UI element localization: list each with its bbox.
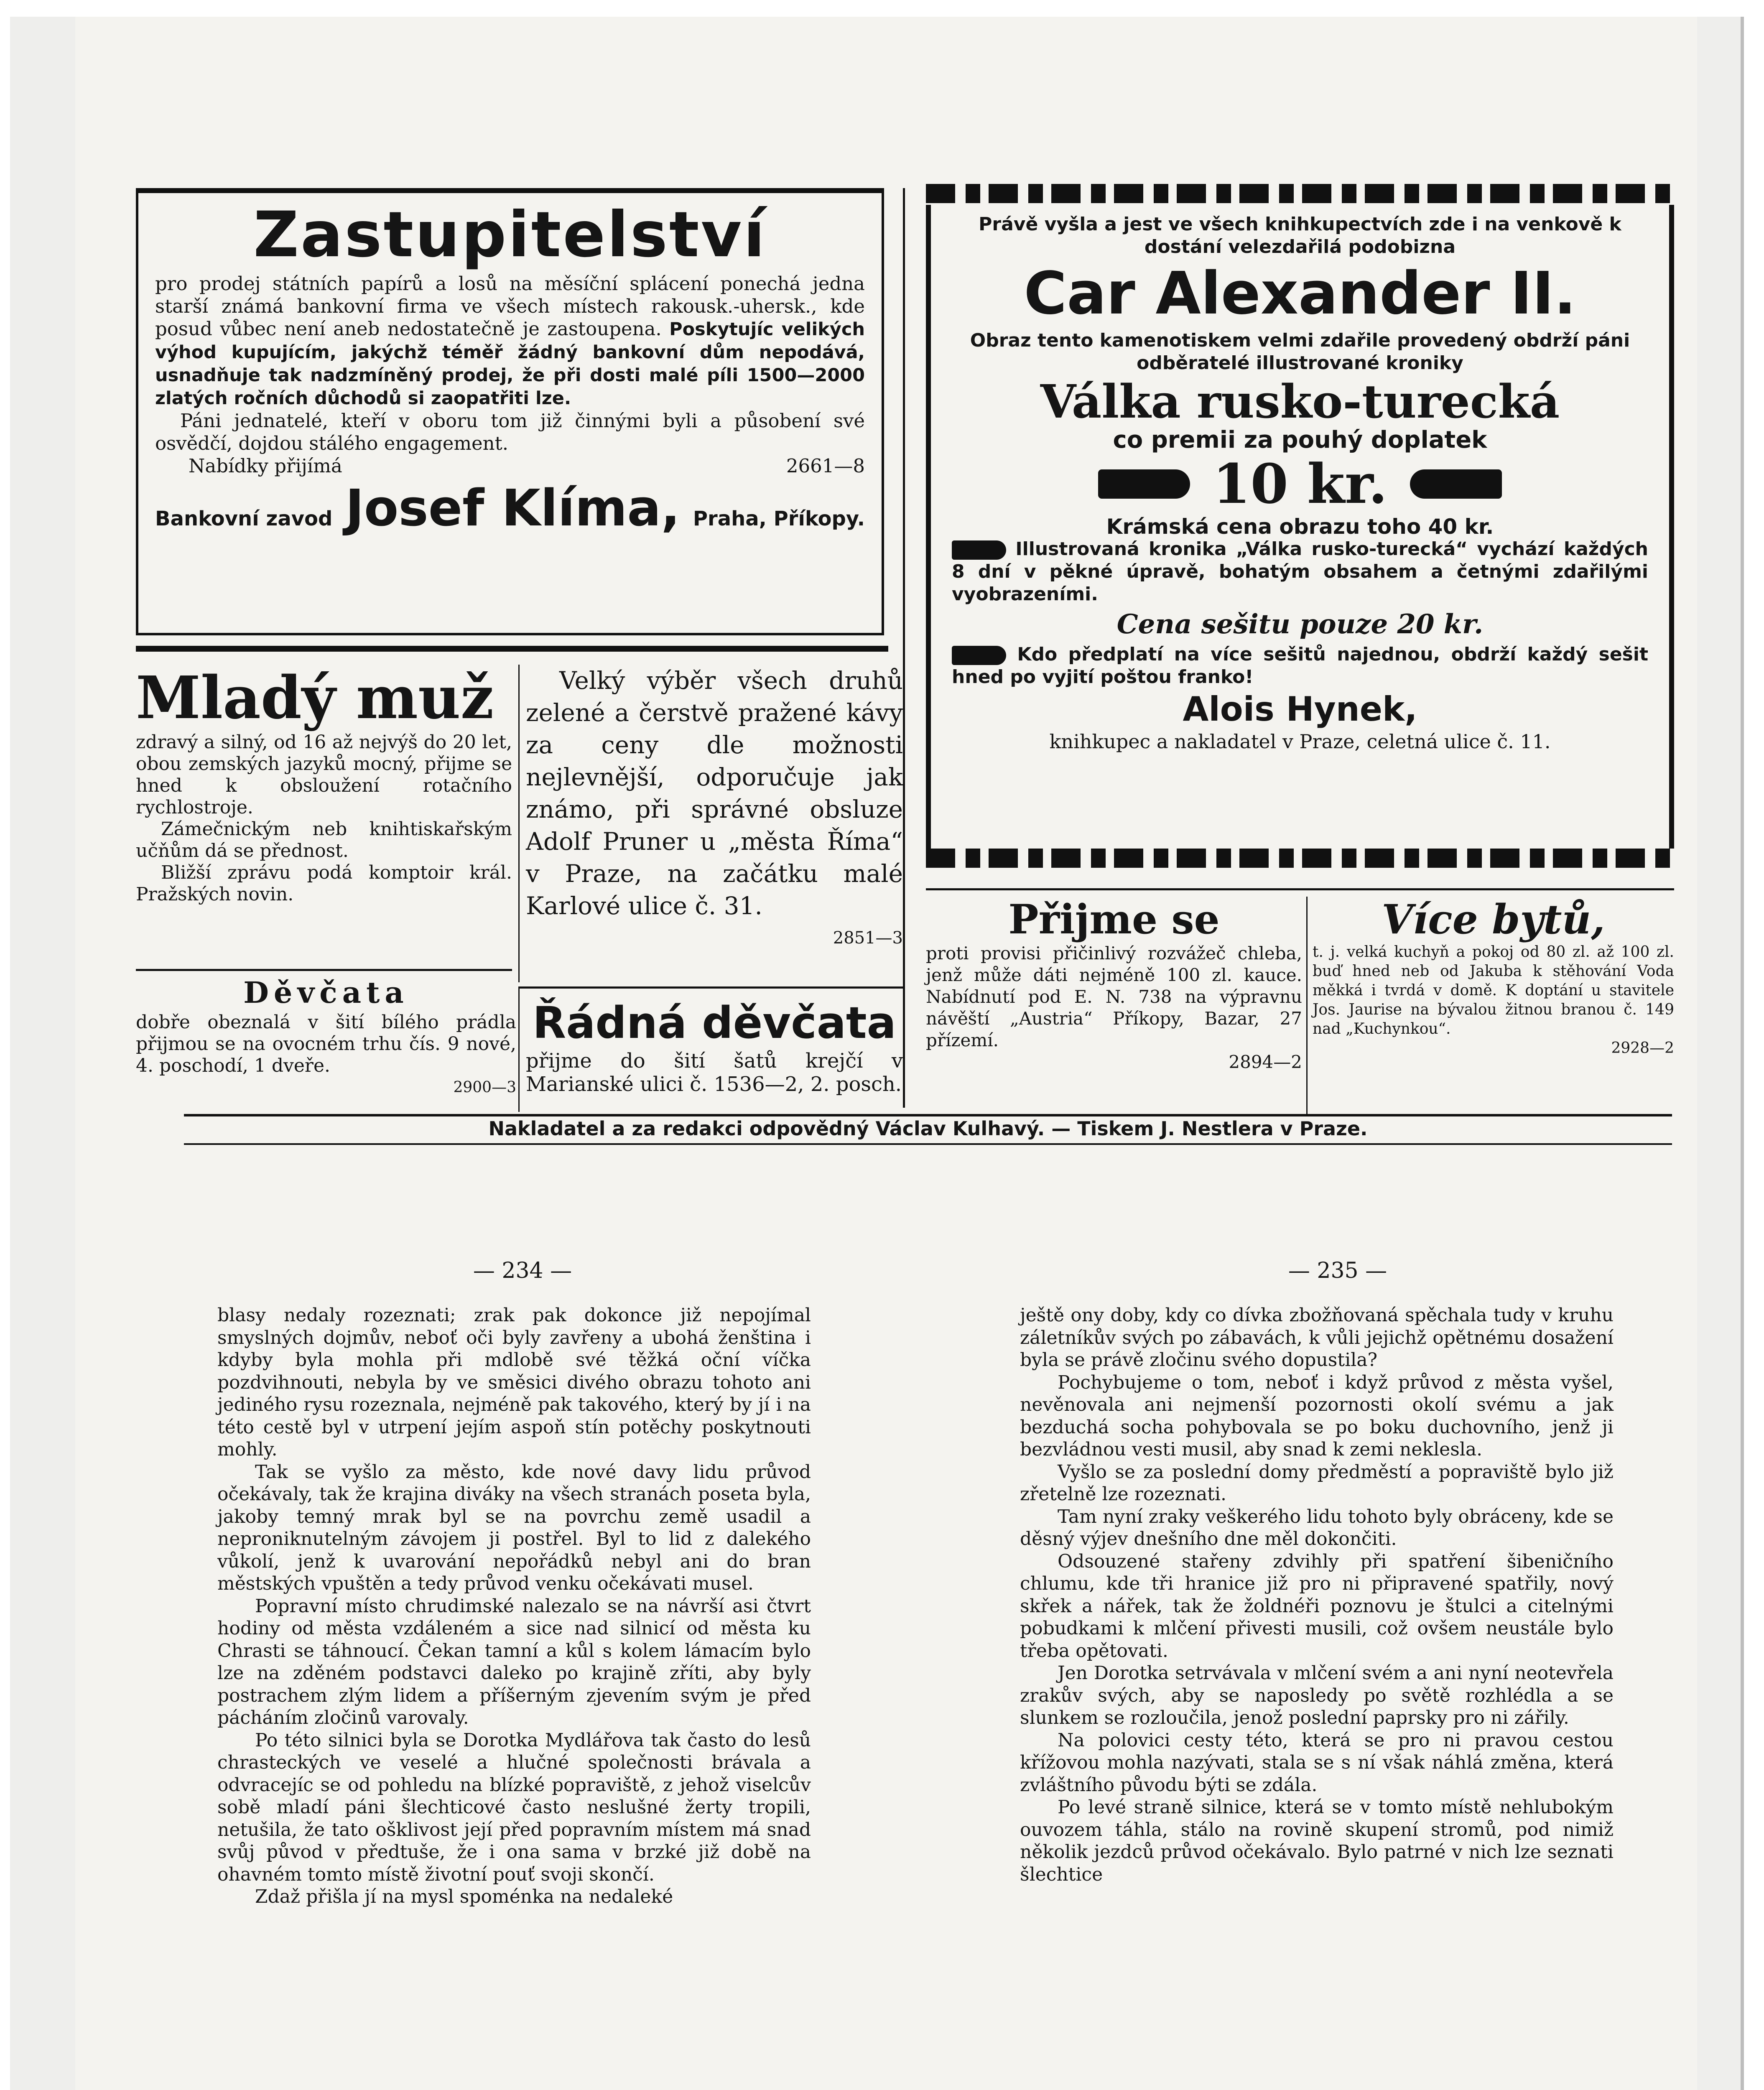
ad-vice-bytu-title: Více bytů, bbox=[1382, 896, 1605, 943]
ad-car-intro: Právě vyšla a jest ve všech knihkupectvích zde i na venkově k dostání velezdařilá podobizna bbox=[979, 214, 1621, 257]
ornament-top bbox=[926, 184, 1674, 203]
ad-devcata-body: dobře obeznalá v šití bílého prádla přijmou se na ovocném trhu čís. 9 nové, 4. poschodí, 1 dveře. bbox=[136, 1012, 516, 1076]
paragraph: Po levé straně silnice, která se v tomto místě nehlubokým ouvozem táhla, stálo na rovině skupení stromů, pod nimiž několik jezdců průvod očekávalo. Bylo patrné v nich lze seznati šlechtice bbox=[1020, 1797, 1614, 1885]
ad-devcata-title: Děvčata bbox=[243, 975, 409, 1010]
paragraph: Odsouzené stařeny zdvihly při spatření šibeničního chlumu, kde tři hranice již pro ni připravené spatřily, nový skřek a nářek, tak že žoldnéři poznovu je štulci a citelnými pobudkami k mlčení přivesti musili, což ovšem neustále bylo třeba opětovati. bbox=[1020, 1550, 1614, 1662]
pointing-hand-icon bbox=[1410, 469, 1502, 499]
ad-mlady-muz-body3: Bližší zprávu podá komptoir král. Pražských novin. bbox=[136, 862, 512, 905]
imprint-footer: Nakladatel a za redakci odpovědný Václav Kulhavý. — Tiskem J. Nestlera v Praze. bbox=[488, 1117, 1368, 1140]
ad-mlady-muz-body2: Zámečnickým neb knihtiskařským učňům dá se přednost. bbox=[136, 818, 512, 861]
ad-car-price-row bbox=[952, 451, 1648, 515]
rule-under-zastupitelstvi bbox=[136, 646, 888, 652]
ad-zastupitelstvi-signature: Bankovní zavod Josef Klíma, Praha, Příkopy. bbox=[155, 479, 865, 538]
paragraph: Popravní místo chrudimské nalezalo se na návrší asi čtvrt hodiny od města vzdáleném a sice nad silnicí od města ku Chrasti se táhnoucí. Čekan tamní a kůl s kolem lámacím bylo lze na zděném podstavci daleko po krajině zříti, aby byly postrachem zlým lidem a příšerným zjevením svým je před pácháním zločinů varovaly. bbox=[217, 1595, 811, 1728]
ad-vice-bytu bbox=[1306, 897, 1674, 1114]
paragraph: Na polovici cesty této, která se pro ni pravou cestou křížovou mohla nazývati, stala se s ní však náhlá změna, která zvláštního původu býti se zdála. bbox=[1020, 1729, 1614, 1796]
ad-radna-devcata-title: Řádná děvčata bbox=[533, 997, 896, 1048]
ad-prijme-se bbox=[926, 897, 1302, 1114]
ad-car-issue-price: Cena sešitu pouze 20 kr. bbox=[1117, 608, 1484, 640]
ad-car-about: Illustrovaná kronika „Válka rusko-turecká“ vychází každých 8 dní v pěkné úpravě, bohatým obsahem a četnými zdařilými vyobrazeními. bbox=[952, 538, 1648, 605]
ad-car-premium: co premii za pouhý doplatek bbox=[1113, 426, 1487, 454]
ad-car-store-price: Krámská cena obrazu toho 40 kr. bbox=[1106, 514, 1494, 539]
rule-under-mlady bbox=[136, 969, 512, 971]
ad-zastupitelstvi-invite: Páni jednatelé, kteří v oboru tom již činnými byli a působení své osvědčí, dojdou stálého engagement. bbox=[155, 410, 865, 454]
ad-radna-devcata bbox=[518, 986, 903, 1112]
ad-zastupitelstvi-offers-row: Nabídky přijímá 2661—8 bbox=[189, 455, 865, 477]
ad-car-prepay: Kdo předplatí na více sešitů najednou, obdrží každý sešit hned po vyjití poštou franko! bbox=[952, 643, 1648, 688]
ad-kava-body: Velký výběr všech druhů zelené a čerstvě pražené kávy za ceny dle možnosti nejlevnější, odporučuje jak známo, při správné obsluze Adolf Pruner u „města Říma“ v Praze, na začátku malé Karlové ulice č. 31. bbox=[526, 666, 903, 920]
ornament-bottom bbox=[926, 849, 1674, 868]
paragraph: ještě ony doby, kdy co dívka zbožňovaná spěchala tudy v kruhu záletníkův svých po zábavách, k vůli jejichž opětnému dosažení byla se právě zločinu svého dopustila? bbox=[1020, 1305, 1614, 1371]
rule-above-small-ads bbox=[926, 888, 1674, 890]
ad-kava bbox=[518, 665, 903, 982]
page-number-left: — 234 — bbox=[473, 1258, 572, 1283]
paragraph: Tak se vyšlo za město, kde nové davy lidu průvod očekávaly, tak že krajina diváky na všech stranách poseta byla, jakoby temný mrak byl se na povrchu země usadil a neproniknutelným závojem ji postřel. Byl to lid z dalekého vůkolí, jenž k uvarování nepořádků nebyl ani do bran městských vpuštěn a tedy průvod venku očekávati musel. bbox=[217, 1461, 811, 1594]
ad-devcata-code: 2900—3 bbox=[453, 1079, 516, 1096]
ad-prijme-se-title: Přijme se bbox=[1008, 896, 1220, 943]
left-page-text bbox=[217, 1304, 811, 2090]
ad-car-title: Car Alexander II. bbox=[1024, 260, 1576, 328]
ad-kava-code: 2851—3 bbox=[833, 928, 903, 948]
column-divider-top bbox=[903, 188, 905, 1108]
pointing-hand-icon bbox=[952, 540, 1006, 560]
paragraph: Vyšlo se za poslední domy předměstí a popraviště bylo již zřetelně lze rozeznati. bbox=[1020, 1461, 1614, 1505]
ad-zastupitelstvi-title: Zastupitelství bbox=[253, 199, 767, 271]
paragraph: Po této silnici byla se Dorotka Mydlářova tak často do lesů chrasteckých ve veselé a hlučné společnosti brávala a odvracejíc se od pohledu na blízké popraviště, z jehož viselcův sobě mladí páni šlechticové často neslušné žerty tropili, netušila, že tato ošklivost její před popravním místem má snad svůj původ v předtuše, že i ona sama v brzké již době na ohavném tomto místě životní pouť svoji skončí. bbox=[217, 1729, 811, 1885]
ad-mlady-muz bbox=[136, 665, 512, 957]
ad-radna-devcata-body: přijme do šití šatů krejčí v Marianské ulici č. 1536—2, 2. posch. bbox=[526, 1049, 903, 1096]
rule-below-footer bbox=[184, 1143, 1672, 1145]
ad-car-body: Obraz tento kamenotiskem velmi zdařile provedený obdrží páni odběratelé illustrované kroniky bbox=[970, 330, 1630, 374]
ad-car-alexander bbox=[926, 205, 1674, 849]
ad-car-chronicle: Válka rusko-turecká bbox=[1040, 375, 1560, 428]
ad-prijme-se-code: 2894—2 bbox=[1229, 1052, 1302, 1072]
page-number-right: — 235 — bbox=[1288, 1258, 1387, 1283]
ad-prijme-se-body: proti provisi přičinlivý rozvážeč chleba, jenž může dáti nejméně 100 zl. kauce. Nabídnutí pod E. N. 738 na výpravnu návěští „Austria“ Příkopy, Bazar, 27 přízemí. bbox=[926, 943, 1302, 1050]
ad-zastupitelstvi bbox=[136, 188, 884, 635]
pointing-hand-icon bbox=[1098, 469, 1190, 499]
ad-car-publisher: Alois Hynek, bbox=[1183, 689, 1417, 729]
pointing-hand-icon bbox=[952, 646, 1006, 665]
paragraph: Jen Dorotka setrvávala v mlčení svém a ani nyní neotevřela zrakův svých, aby se naposledy po světě rozhlédla a se slunkem se rozloučila, jenož poslední paprsky pro ni zářily. bbox=[1020, 1662, 1614, 1728]
ad-mlady-muz-title: Mladý muž bbox=[136, 664, 494, 732]
ad-mlady-muz-body: zdravý a silný, od 16 až nejvýš do 20 let, obou zemských jazyků mocný, přijme se hned k obsloužení rotačního rychlostroje. bbox=[136, 732, 512, 818]
paragraph: blasy nedaly rozeznati; zrak pak dokonce již nepojímal smyslných dojmův, neboť oči byly zavřeny a ubohá ženština i kdyby byla mohla při mdlobě své těžká oční víčka pozdvihnouti, nebyla by ve směsici divého obrazu tohoto ani jediného rysu rozeznala, nejméně pak takového, který by jí i na této cestě byl v utrpení jejím aspoň stín potěchy poskytnouti mohly. bbox=[217, 1305, 811, 1460]
ad-devcata bbox=[136, 974, 516, 1108]
ad-car-price: 10 kr. bbox=[1212, 451, 1388, 516]
paragraph: Pochybujeme o tom, neboť i když průvod z města vyšel, nevěnovala ani nejmenší pozornosti okolí svému a jak bezduchá socha pohybovala se po boku duchovního, jenž ji bezvládnou vesti musil, aby snad k zemi neklesla. bbox=[1020, 1371, 1614, 1460]
paragraph: Zdaž přišla jí na mysl spoménka na nedaleké bbox=[255, 1886, 673, 1907]
right-page-text bbox=[1020, 1304, 1614, 2090]
paragraph: Tam nyní zraky veškerého lidu tohoto byly obráceny, kde se děsný výjev dnešního dne měl dokončiti. bbox=[1020, 1506, 1614, 1550]
ad-car-publisher-sub: knihkupec a nakladatel v Praze, celetná ulice č. 11. bbox=[1049, 730, 1551, 753]
ad-vice-bytu-code: 2928—2 bbox=[1611, 1040, 1674, 1057]
ad-zastupitelstvi-body: pro prodej státních papírů a losů na měsíční splácení ponechá jedna starší známá bankovní firma ve všech místech rakousk.-uhersk., kde posud vůbec není aneb nedostatečně je zastoupena. Poskytujíc velikých výhod kupujícím, jakýchž téměř žádný bankovní dům nepodává, usnadňuje tak nadzmíněný prodej, že při dosti malé píli 1500—2000 zlatých ročních důchodů si zaopatřiti lze. bbox=[155, 273, 865, 409]
ad-vice-bytu-body: t. j. velká kuchyň a pokoj od 80 zl. až 100 zl. buď hned neb od Jakuba k stěhování Voda měkká i tvrdá v domě. K doptání u stavitele Jos. Jaurise na bývalou žitnou branou č. 149 nad „Kuchynkou“. bbox=[1313, 943, 1674, 1037]
